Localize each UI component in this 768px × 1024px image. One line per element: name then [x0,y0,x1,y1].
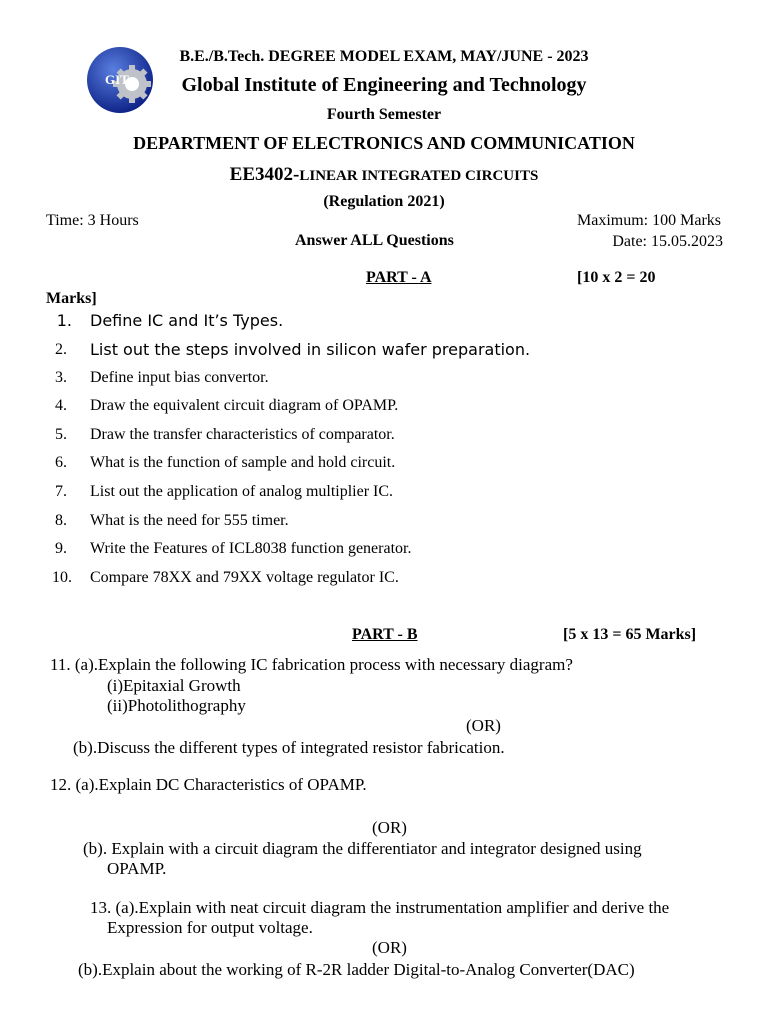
q13a-line2: Expression for output voltage. [107,918,313,937]
semester: Fourth Semester [326,106,442,123]
or-separator: (OR) [372,938,407,957]
question-number: 7. [55,483,67,500]
question-number: 5. [55,426,67,443]
q12b-line1: (b). Explain with a circuit diagram the differentiator and integrator designed using [83,839,642,858]
question-text: Draw the transfer characteristics of comparator. [90,426,395,443]
question-text: Write the Features of ICL8038 function generator. [90,540,412,557]
institute-name: Global Institute of Engineering and Technology [181,74,587,96]
regulation: (Regulation 2021) [323,193,445,210]
question-text: List out the application of analog multiplier IC. [90,483,394,500]
question-text: Compare 78XX and 79XX voltage regulator IC. [90,569,399,586]
exam-time: Time: 3 Hours [46,212,139,229]
exam-title: B.E./B.Tech. DEGREE MODEL EXAM, MAY/JUNE - 2023 [179,48,589,65]
question-number: 8. [55,512,67,529]
q11a-i: (i)Epitaxial Growth [107,676,241,695]
q13b: (b).Explain about the working of R-2R ladder Digital-to-Analog Converter(DAC) [78,960,635,979]
question-text: What is the function of sample and hold circuit. [90,454,396,471]
department: DEPARTMENT OF ELECTRONICS AND COMMUNICATION [133,133,635,153]
or-separator: (OR) [372,818,407,837]
instruction: Answer ALL Questions [295,232,454,249]
part-a-marks-cont: Marks] [46,290,97,307]
question-number: 3. [55,369,67,386]
question-number: 2. [55,341,67,358]
q11a-ii: (ii)Photolithography [107,696,246,715]
q12a: 12. (a).Explain DC Characteristics of OPAMP. [50,775,367,794]
question-text: Define input bias convertor. [90,369,269,386]
question-text: What is the need for 555 timer. [90,512,289,529]
course-code: EE3402- [229,164,300,185]
part-b-title: PART - B [352,626,418,643]
q11a: 11. (a).Explain the following IC fabrication process with necessary diagram? [50,655,573,674]
question-number: 1. [56,311,72,330]
q11b: (b).Discuss the different types of integrated resistor fabrication. [73,738,505,757]
question-text: Define IC and It’s Types. [90,311,284,330]
question-number: 4. [55,397,67,414]
question-text: Draw the equivalent circuit diagram of OPAMP. [90,397,399,414]
course-title [0,164,768,186]
part-b-marks: [5 x 13 = 65 Marks] [563,626,697,643]
part-a-marks: [10 x 2 = 20 [577,269,656,286]
or-separator: (OR) [466,716,501,735]
q12b-line2: OPAMP. [107,859,167,878]
exam-date: Date: 15.05.2023 [612,233,723,250]
part-a-title: PART - A [366,269,432,286]
course-name: LINEAR INTEGRATED CIRCUITS [299,168,539,184]
q13a-line1: 13. (a).Explain with neat circuit diagram the instrumentation amplifier and derive the [90,898,670,917]
logo-text: GIT [105,72,129,87]
question-number: 9. [55,540,67,557]
question-number: 6. [55,454,67,471]
question-text: List out the steps involved in silicon wafer preparation. [90,340,531,359]
question-number: 10. [52,569,72,586]
max-marks: Maximum: 100 Marks [577,212,721,229]
